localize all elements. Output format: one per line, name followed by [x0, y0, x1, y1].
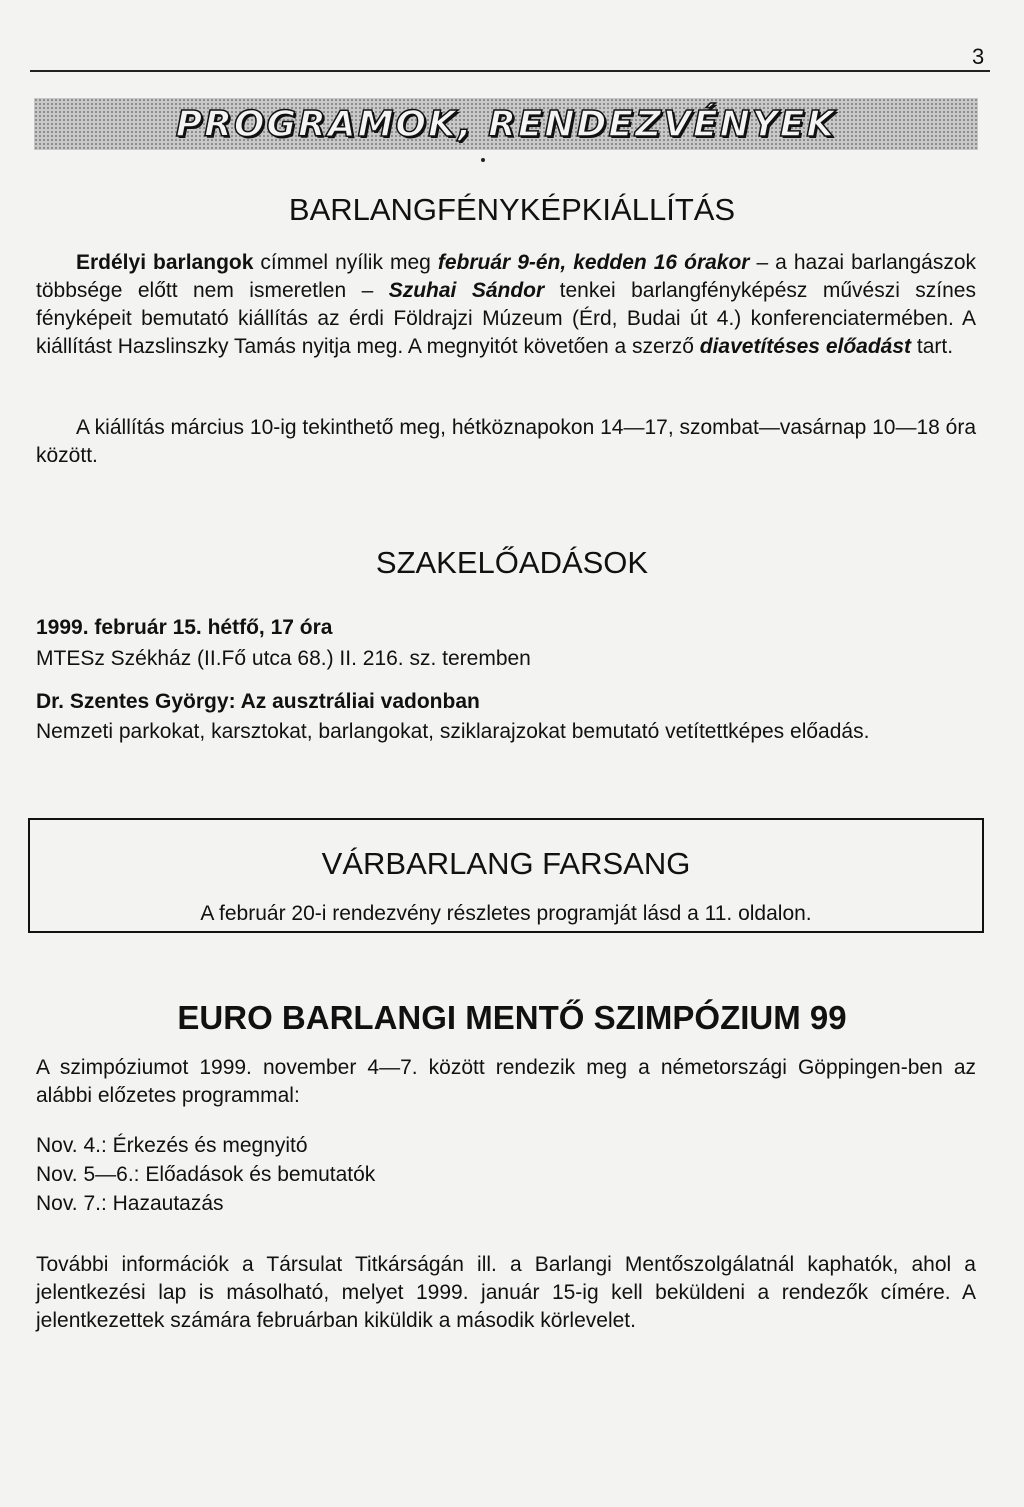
lecture-description: Nemzeti parkokat, karsztokat, barlangokat, sziklarajzokat bemutató vetítettképes előadás. [36, 720, 870, 743]
lectures-heading: SZAKELŐADÁSOK [375, 545, 649, 580]
lecture-title: Dr. Szentes György: Az ausztráliai vadonban [36, 690, 480, 713]
section-banner [34, 98, 978, 150]
schedule-item: Nov. 7.: Hazautazás [36, 1192, 224, 1215]
photographer-name: Szuhai Sándor [388, 279, 545, 302]
lecture-date: 1999. február 15. hétfő, 17 óra [36, 616, 333, 639]
farsang-text: A február 20-i rendezvény részletes programját lásd a 11. oldalon. [200, 902, 812, 925]
exhibition-paragraph-2: A kiállítás március 10-ig tekinthető meg, hétköznapokon 14—17, szombat—vasárnap 10—18 óra között. [36, 416, 976, 467]
farsang-heading: VÁRBARLANG FARSANG [321, 846, 691, 881]
euro-intro: A szimpóziumot 1999. november 4—7. között rendezik meg a németországi Göppingen-ben az alábbi előzetes programmal: [36, 1056, 976, 1107]
euro-heading: EURO BARLANGI MENTŐ SZIMPÓZIUM 99 [177, 999, 847, 1036]
exhibition-heading: BARLANGFÉNYKÉPKIÁLLÍTÁS [288, 192, 736, 227]
lecture-venue: MTESz Székház (II.Fő utca 68.) II. 216. sz. teremben [36, 647, 531, 670]
exhibition-paragraph-1: Erdélyi barlangok címmel nyílik meg február 9-én, kedden 16 órakor – a hazai barlangászok többsége előtt nem ismeretlen – Szuhai Sándor tenkei barlangfényképész művészi színes fényképeit bemutató kiállítás az érdi Földrajzi Múzeum (Érd, Budai út 4.) konferenciatermében. A kiállítást Hazslinszky Tamás nyitja meg. A megnyitót követően a szerző diavetítéses előadást tart. [36, 251, 977, 358]
slide-lecture: diavetítéses előadást [699, 335, 912, 358]
schedule-item: Nov. 5—6.: Előadások és bemutatók [36, 1163, 376, 1186]
exhibition-date: február 9-én, kedden 16 órakor [437, 251, 750, 274]
banner-title: PROGRAMOK, RENDEZVÉNYEK [175, 103, 837, 145]
exhibition-title: Erdélyi barlangok [76, 251, 254, 274]
euro-closing: További információk a Társulat Titkárságán ill. a Barlangi Mentőszolgálatnál kaphatók, ahol a jelentkezési lap is másolható, melyet 1999. január 15-ig kell beküldeni a rendezők címére. A jelentkezettek számára februárban kiküldik a második körlevelet. [36, 1253, 976, 1332]
farsang-box [28, 818, 984, 933]
header-rule [30, 70, 990, 72]
schedule-item: Nov. 4.: Érkezés és megnyitó [36, 1134, 308, 1157]
decorative-dot [481, 158, 485, 162]
page-number: 3 [972, 44, 985, 69]
